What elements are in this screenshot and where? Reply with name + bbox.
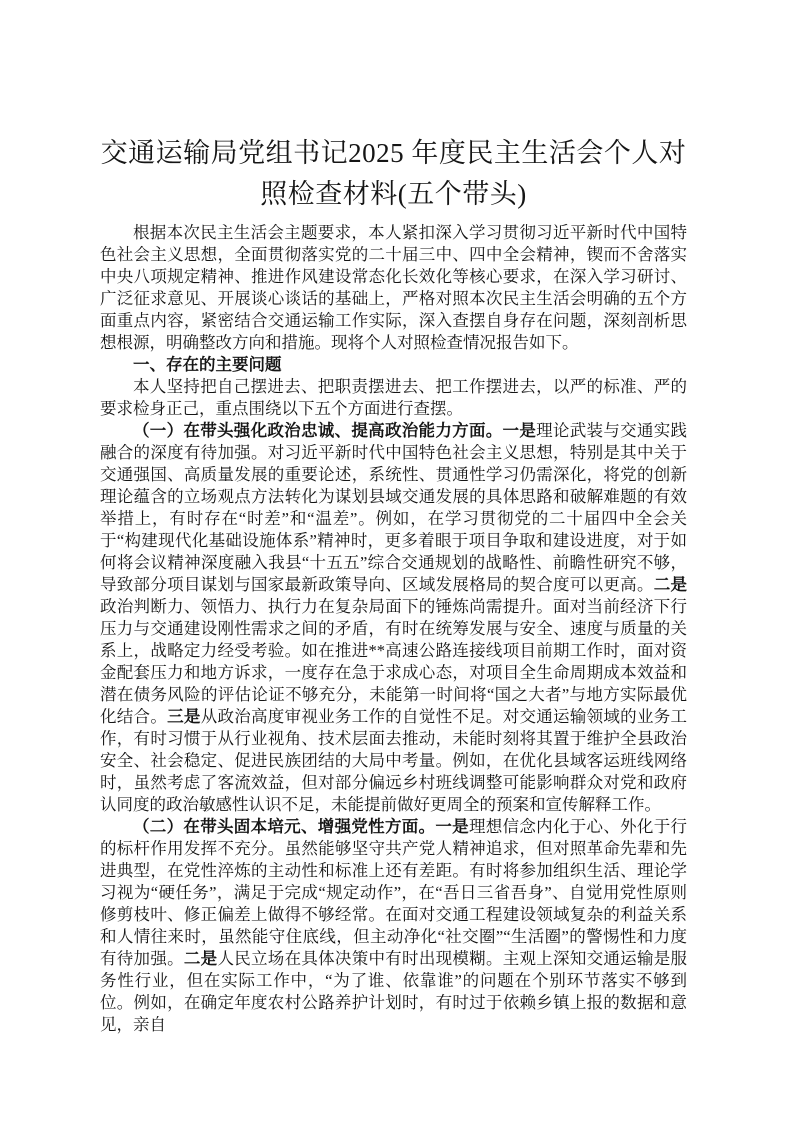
intro-paragraph [100,222,687,354]
overview-paragraph [100,376,687,420]
aspect-one-point-two-lead: 二是 [653,575,688,594]
aspect-one-point-one-text: 理论武装与交通实践融合的深度有待加强。对习近平新时代中国特色社会主义思想，特别是其中关于交通强国、高质量发展的重要论述，系统性、贯通性学习仍需深化，将党的创新理论蕴含的立场观点方法转化为谋划县域交通发展的具体思路和破解难题的有效举措上，有时存在“时差”和“温差”。例如，在学习贯彻党的二十届四中全会关于“构建现代化基础设施体系”精神时，更多着眼于项目争取和建设进度，对于如何将会议精神深度融入我县“十五五”综合交通规划的战略性、前瞻性研究不够，导致部分项目谋划与国家最新政策导向、区域发展格局的契合度可以更高。 [100,421,687,594]
aspect-two-point-one-text: 理想信念内化于心、外化于行的标杆作用发挥不充分。虽然能够坚守共产党人精神追求，但对照革命先辈和先进典型，在党性淬炼的主动性和标准上还有差距。有时将参加组织生活、理论学习视为“硬任务”，满足于完成“规定动作”，在“吾日三省吾身”、自觉用党性原则修剪枝叶、修正偏差上做得不够经常。在面对交通工程建设领域复杂的利益关系和人情往来时，虽然能守住底线，但主动净化“社交圈”“生活圈”的警惕性和力度有待加强。 [100,817,687,968]
aspect-one-lead: （一）在带头强化政治忠诚、提高政治能力方面。一是 [133,421,537,440]
section-heading-main-problems [100,354,687,376]
aspect-two-point-two-text: 人民立场在具体决策中有时出现模糊。主观上深知交通运输是服务性行业，但在实际工作中，“为了谁、依靠谁”的问题在个别环节落实不够到位。例如，在确定年度农村公路养护计划时，有时过于依赖乡镇上报的数据和意见，亲自 [100,949,688,1034]
paragraph-text: 本人坚持把自己摆进去、把职责摆进去、把工作摆进去，以严的标准、严的要求检身正己，重点围绕以下五个方面进行查摆。 [100,377,687,418]
aspect-one-point-two-text: 政治判断力、领悟力、执行力在复杂局面下的锤炼尚需提升。面对当前经济下行压力与交通建设刚性需求之间的矛盾，有时在统筹发展与安全、速度与质量的关系上，战略定力经受考验。如在推进**高速公路连接线项目前期工作时，面对资金配套压力和地方诉求，一度存在急于求成心态，对项目全生命周期成本效益和潜在债务风险的评估论证不够充分，未能第一时间将“国之大者”与地方实际最优化结合。 [100,597,687,726]
aspect-one-point-three-lead: 三是 [167,707,201,726]
paragraph-text: 根据本次民主生活会主题要求，本人紧扣深入学习贯彻习近平新时代中国特色社会主义思想，全面贯彻落实党的二十届三中、四中全会精神，锲而不舍落实中央八项规定精神、推进作风建设常态化长效化等核心要求，在深入学习研讨、广泛征求意见、开展谈心谈话的基础上，严格对照本次民主生活会明确的五个方面重点内容，紧密结合交通运输工作实际，深入查摆自身存在问题，深刻剖析思想根源，明确整改方向和措施。现将个人对照检查情况报告如下。 [100,223,687,352]
aspect-two-point-two-lead: 二是 [183,949,218,968]
document-title: 交通运输局党组书记2025 年度民主生活会个人对照检查材料(五个带头) [100,138,687,209]
section-heading-text: 一、存在的主要问题 [133,355,282,374]
aspect-one-point-three-text: 从政治高度审视业务工作的自觉性不足。对交通运输领域的业务工作，有时习惯于从行业视角、技术层面去推动，未能时刻将其置于维护全县政治安全、社会稳定、促进民族团结的大局中考量。例如，在优化县域客运班线网络时，虽然考虑了客流效益，但对部分偏远乡村班线调整可能影响群众对党和政府认同度的政治敏感性认识不足，未能提前做好更周全的预案和宣传解释工作。 [100,707,688,814]
aspect-two-lead: （二）在带头固本培元、增强党性方面。一是 [133,817,469,836]
aspect-two-paragraph [100,816,687,1036]
aspect-one-paragraph [100,420,687,816]
